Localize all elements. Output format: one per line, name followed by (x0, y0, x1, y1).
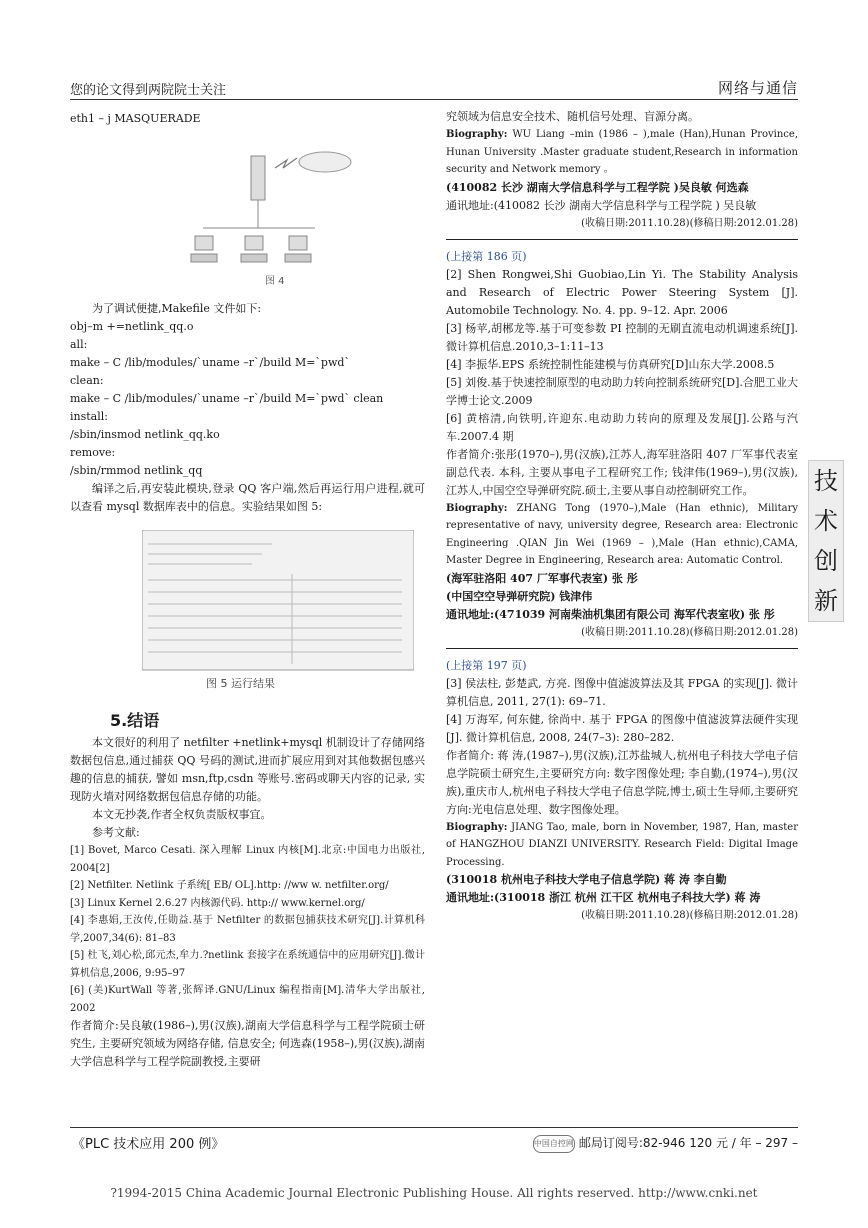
side-tab-char: 技 (814, 467, 838, 495)
makefile-line: /sbin/rmmod netlink_qq (70, 464, 203, 477)
server-icon (251, 156, 265, 200)
makefile-line: install: (70, 410, 108, 423)
makefile-line: clean: (70, 374, 104, 387)
article2-continued-from: (上接第 186 页) (446, 249, 527, 263)
references-list (70, 842, 425, 1017)
header-right: 网络与通信 (717, 79, 798, 97)
article2-received-date: (收稿日期:2011.10.28)(修稿日期:2012.01.28) (581, 626, 798, 638)
reference-item: [4] 万海军, 何东健, 徐尚中. 基于 FPGA 的图像中值滤波算法硬件实现[J]. 微计算机信息, 2008, 24(7–3): 280–282. (446, 712, 798, 744)
pc-icon (195, 236, 213, 250)
article3-address: (310018 杭州电子科技大学电子信息学院) 蒋 涛 李自勤 (446, 873, 727, 886)
no-plagiarism-note: 本文无抄袭,作者全权负责版权事宜。 (92, 808, 272, 821)
article2-author-intro: 作者简介:张彤(1970–),男(汉族),江苏人,海军驻洛阳 407 厂军事代表室副总代表. 本科, 主要从事电子工程研究工作; 钱津伟(1969–),男(汉族),江苏人,中国空空导弹研究院.硕士,主要从事自动控制研究工作。 (446, 447, 798, 497)
left-column (70, 110, 425, 128)
footer-right (533, 1134, 798, 1153)
article3-continued-from: (上接第 197 页) (446, 658, 527, 672)
article3-references (446, 675, 798, 747)
makefile-line: make – C /lib/modules/`uname –r`/build M=`pwd` clean (70, 392, 384, 405)
makefile-lines (70, 318, 425, 480)
side-tab-char: 术 (814, 507, 838, 535)
wireless-icon (275, 158, 297, 168)
article2-address-1: (海军驻洛阳 407 厂军事代表室) 张 彤 (446, 571, 638, 585)
makefile-line: obj–m +=netlink_qq.o (70, 320, 194, 333)
article1-biography: Biography: WU Liang –min (1986 – ),male (Han),Hunan Province, Hunan University .Master graduate student,Research in information security and Network memory 。 (446, 129, 798, 175)
side-tab-char: 创 (814, 547, 838, 575)
article1-address: (410082 长沙 湖南大学信息科学与工程学院 )吴良敏 何选森 (446, 180, 749, 194)
figure-5-terminal-screenshot (142, 530, 414, 690)
article1-mail-address: 通讯地址:(410082 长沙 湖南大学信息科学与工程学院 ) 吴良敏 (446, 198, 757, 212)
article3-biography: Biography: JIANG Tao, male, born in November, 1987, Han, master of HANGZHOU DIANZI UNIVERSITY. Research Field: Digital Image Processing. (446, 821, 798, 868)
compile-text: 编译之后,再安装此模块,登录 QQ 客户端,然后再运行用户进程,就可以查看 mysql 数据库表中的信息。实验结果如图 5: (70, 482, 425, 513)
journal-logo: 中国自控网 (533, 1135, 575, 1153)
figure-4-caption: 图 4 (265, 276, 285, 287)
section-rule (446, 648, 798, 649)
side-tab-innovation (808, 460, 844, 622)
section-rule (446, 239, 798, 240)
copyright-notice: ?1994-2015 China Academic Journal Electronic Publishing House. All rights reserved. http://www.cnki.net (110, 1186, 758, 1200)
subscription-info: 邮局订阅号:82-946 120 元 / 年 – 297 – (578, 1136, 798, 1150)
figure-5-caption: 图 5 运行结果 (206, 677, 275, 690)
reference-item: [3] Linux Kernel 2.6.27 内核源代码. http:// www.kernel.org/ (70, 897, 365, 909)
footer-rule (70, 1127, 798, 1128)
right-column (446, 108, 798, 925)
makefile-line: remove: (70, 446, 116, 459)
reference-item: [1] Bovet, Marco Cesati. 深入理解 Linux 内核[M].北京:中国电力出版社, 2004[2] (70, 845, 425, 874)
side-tab-char: 新 (814, 587, 838, 615)
pc-icon (245, 236, 263, 250)
reference-item: [3] 侯法柱, 彭楚武, 方亮. 图像中值滤波算法及其 FPGA 的实现[J]. 微计算机信息, 2011, 27(1): 69–71. (446, 676, 798, 708)
article3-received-date: (收稿日期:2011.10.28)(修稿日期:2012.01.28) (581, 910, 798, 921)
article1-received-date: (收稿日期:2011.10.28)(修稿日期:2012.01.28) (581, 217, 798, 229)
reference-item: [5] 刘俊.基于快速控制原型的电动助力转向控制系统研究[D].合肥工业大学博士论文.2009 (446, 375, 798, 407)
reference-item: [5] 杜飞,刘心松,邱元杰,牟力.?netlink 套接字在系统通信中的应用研究[J].微计算机信息,2006, 9:95–97 (70, 950, 425, 979)
reference-item: [2] Netfilter. Netlink 子系统[ EB/ OL].http: //ww w. netfilter.org/ (70, 880, 389, 891)
pc-icon (289, 236, 307, 250)
conclusion-block (70, 712, 425, 1071)
conclusion-text: 本文很好的利用了 netfilter +netlink+mysql 机制设计了存储网络数据包信息,通过捕获 QQ 号码的测试,进而扩展应用到对其他数据包感兴趣的信息的捕获, 譬如 msn,ftp,csdn 等账号.密码或聊天内容的记录, 实现防火墙对网络数据包信息存储的功能。 (70, 736, 425, 803)
header-left: 您的论文得到两院院士关注 (70, 83, 227, 98)
reference-item: [4] 李惠娟,王汝传,任勋益.基于 Netfilter 的数据包捕获技术研究[J].计算机科学,2007,34(6): 81–83 (70, 915, 425, 944)
cloud-icon (299, 152, 351, 172)
author-intro: 作者简介:吴良敏(1986–),男(汉族),湖南大学信息科学与工程学院硕士研究生, 主要研究领域为网络存储, 信息安全; 何选森(1958–),男(汉族),湖南大学信息科学与工程学院副教授,主要研 (70, 1019, 425, 1068)
makefile-line: all: (70, 338, 88, 351)
article2-mail-address: 通讯地址:(471039 河南柴油机集团有限公司 海军代表室收) 张 彤 (446, 607, 775, 621)
article2-address-2: (中国空空导弹研究院) 钱津伟 (446, 589, 593, 603)
reference-item: [6] 黄榕清,向铁明,许迎东.电动助力转向的原理及发展[J].公路与汽车.2007.4 期 (446, 411, 798, 443)
section-title: 5.结语 (110, 711, 160, 730)
article2-references (446, 266, 798, 446)
makefile-line: make – C /lib/modules/`uname –r`/build M=`pwd` (70, 356, 350, 369)
article3-author-intro: 作者简介: 蒋 涛,(1987–),男(汉族),江苏盐城人,杭州电子科技大学电子信息学院硕士研究生,主要研究方向: 数字图像处理; 李自勤,(1974–),男(汉族),重庆市人,杭州电子科技大学电子信息学院,博士,硕士生导师,主要研究方向:光电信息处理、数字图像处理。 (446, 748, 798, 816)
article1-continued: 究领域为信息安全技术、随机信号处理、盲源分离。 (446, 110, 699, 123)
references-title: 参考文献: (92, 826, 140, 839)
makefile-block (70, 300, 425, 516)
article3-mail-address: 通讯地址:(310018 浙江 杭州 江干区 杭州电子科技大学) 蒋 涛 (446, 891, 761, 904)
reference-item: [3] 杨苹,胡郴龙等.基于可变参数 PI 控制的无刷直流电动机调速系统[J].微计算机信息.2010,3–1:11–13 (446, 321, 798, 353)
makefile-intro: 为了调试便捷,Makefile 文件如下: (92, 302, 262, 315)
article2-biography: Biography: ZHANG Tong (1970–),Male (Han ethnic), Military representative of navy, university degree, Research area: Electronic Engineering .QIAN Jin Wei (1969 – ),Male (Han ethnic),CAMA, Master Degree in Engineering, Research area: Automatic Control. (446, 502, 798, 566)
reference-item: [2] Shen Rongwei,Shi Guobiao,Lin Yi. The Stability Analysis and Research of Electric Power Steering System [J]. Automobile Technology. No. 4. pp. 9–12. Apr. 2006 (446, 267, 798, 317)
figure-4-network-diagram (165, 150, 365, 290)
footer-left: 《PLC 技术应用 200 例》 (72, 1137, 225, 1152)
iptables-line: eth1 – j MASQUERADE (70, 112, 201, 125)
reference-item: [6] (美)KurtWall 等著,张辉译.GNU/Linux 编程指南[M].清华大学出版社, 2002 (70, 985, 425, 1014)
header-rule (70, 99, 798, 100)
makefile-line: /sbin/insmod netlink_qq.ko (70, 428, 220, 441)
reference-item: [4] 李振华.EPS 系统控制性能建模与仿真研究[D]山东大学.2008.5 (446, 357, 775, 371)
